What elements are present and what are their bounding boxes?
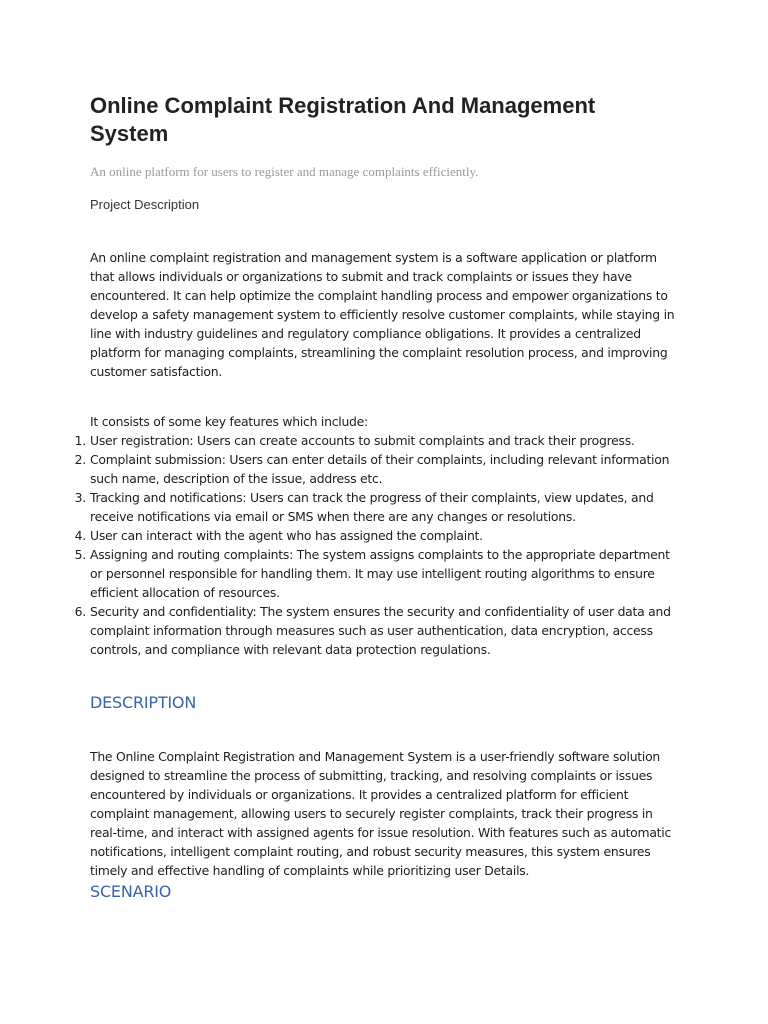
feature-item: Tracking and notifications: Users can track the progress of their complaints, view updates, and receive notifications via email or SMS when there are any changes or resolutions. <box>90 490 654 524</box>
page-title: Online Complaint Registration And Management System <box>90 93 596 146</box>
page-subtitle: An online platform for users to register and manage complaints efficiently. <box>90 164 479 179</box>
feature-item: User can interact with the agent who has assigned the complaint. <box>90 528 483 543</box>
features-list <box>90 431 680 659</box>
feature-item: Complaint submission: Users can enter details of their complaints, including relevant information such name, description of the issue, address etc. <box>90 452 670 486</box>
feature-item: Assigning and routing complaints: The system assigns complaints to the appropriate department or personnel responsible for handling them. It may use intelligent routing algorithms to ensure efficient allocation of resources. <box>90 547 670 600</box>
feature-item: User registration: Users can create accounts to submit complaints and track their progress. <box>90 433 635 448</box>
feature-item: Security and confidentiality: The system ensures the security and confidentiality of user data and complaint information through measures such as user authentication, data encryption, access controls, and compliance with relevant data protection regulations. <box>90 604 671 657</box>
scenario-heading: SCENARIO <box>90 882 172 901</box>
features-intro: It consists of some key features which include: <box>90 414 368 429</box>
description-heading: DESCRIPTION <box>90 693 197 712</box>
description-paragraph: The Online Complaint Registration and Management System is a user-friendly software solution designed to streamline the process of submitting, tracking, and resolving complaints or issues encountered by individuals or organizations. It provides a centralized platform for efficient complaint management, allowing users to securely register complaints, track their progress in real-time, and interact with assigned agents for issue resolution. With features such as automatic notifications, intelligent complaint routing, and robust security measures, this system ensures timely and effective handling of complaints while prioritizing user Details. <box>90 749 672 878</box>
intro-paragraph: An online complaint registration and management system is a software application or platform that allows individuals or organizations to submit and track complaints or issues they have encountered. It can help optimize the complaint handling process and empower organizations to develop a safety management system to efficiently resolve customer complaints, while staying in line with industry guidelines and regulatory compliance obligations. It provides a centralized platform for managing complaints, streamlining the complaint resolution process, and improving customer satisfaction. <box>90 250 675 379</box>
project-description-label: Project Description <box>90 197 200 212</box>
